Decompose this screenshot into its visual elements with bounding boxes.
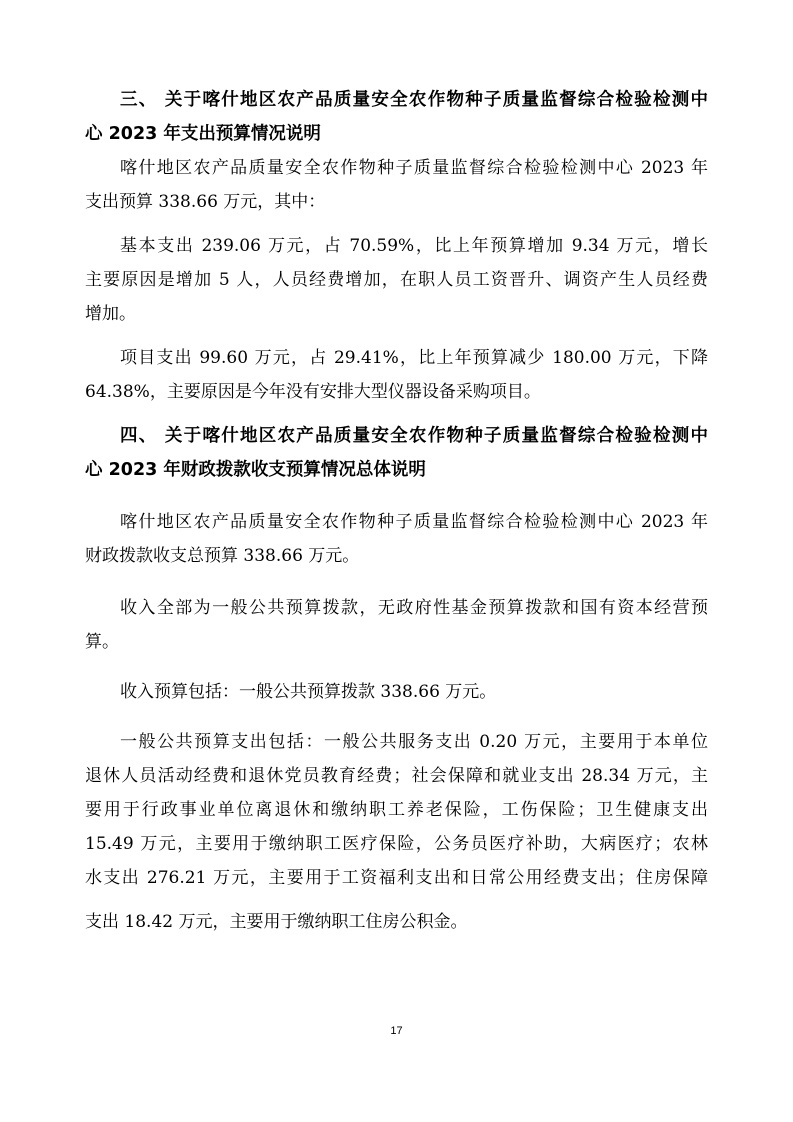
section-4-paragraph-2-line-2: 算。 xyxy=(85,632,119,652)
section-3-paragraph-3-line-1: 项目支出 99.60 万元，占 29.41%，比上年预算减少 180.00 万元，下降 xyxy=(120,348,708,368)
section-3-paragraph-3-line-2: 64.38%，主要原因是今年没有安排大型仪器设备采购项目。 xyxy=(85,382,541,402)
section-4-paragraph-1-line-2: 财政拨款收支总预算 338.66 万元。 xyxy=(85,546,360,566)
section-4-paragraph-4-line-4: 15.49 万元，主要用于缴纳职工医疗保险，公务员医疗补助，大病医疗；农林 xyxy=(85,834,708,854)
section-3-paragraph-1-line-2: 支出预算 338.66 万元，其中： xyxy=(85,192,326,212)
section-4-paragraph-1-line-1: 喀什地区农产品质量安全农作物种子质量监督综合检验检测中心 2023 年 xyxy=(120,512,708,532)
section-4-paragraph-2-line-1: 收入全部为一般公共预算拨款，无政府性基金预算拨款和国有资本经营预 xyxy=(120,598,708,618)
section-3-paragraph-2-line-3: 增加。 xyxy=(85,304,136,324)
section-4-heading-line-2: 心 2023 年财政拨款收支预算情况总体说明 xyxy=(85,460,426,480)
section-4-paragraph-4-line-5: 水支出 276.21 万元，主要用于工资福利支出和日常公用经费支出；住房保障 xyxy=(85,868,708,888)
section-4-heading-line-1: 四、 关于喀什地区农产品质量安全农作物种子质量监督综合检验检测中 xyxy=(120,426,708,446)
page-number: 17 xyxy=(390,1025,403,1037)
section-4-paragraph-4-line-6: 支出 18.42 万元，主要用于缴纳职工住房公积金。 xyxy=(85,912,468,932)
section-3-paragraph-2-line-2: 主要原因是增加 5 人，人员经费增加，在职人员工资晋升、调资产生人员经费 xyxy=(85,270,708,290)
section-4-paragraph-3-line-1: 收入预算包括：一般公共预算拨款 338.66 万元。 xyxy=(120,682,497,702)
section-4-paragraph-4-line-1: 一般公共预算支出包括：一般公共服务支出 0.20 万元，主要用于本单位 xyxy=(120,732,708,752)
section-3-paragraph-2-line-1: 基本支出 239.06 万元，占 70.59%，比上年预算增加 9.34 万元，增长 xyxy=(120,236,708,256)
section-3-heading-line-1: 三、 关于喀什地区农产品质量安全农作物种子质量监督综合检验检测中 xyxy=(120,90,708,110)
section-4-paragraph-4-line-3: 要用于行政事业单位离退休和缴纳职工养老保险，工伤保险；卫生健康支出 xyxy=(85,800,708,820)
section-4-paragraph-4-line-2: 退休人员活动经费和退休党员教育经费；社会保障和就业支出 28.34 万元，主 xyxy=(85,766,708,786)
section-3-paragraph-1-line-1: 喀什地区农产品质量安全农作物种子质量监督综合检验检测中心 2023 年 xyxy=(120,158,708,178)
section-3-heading-line-2: 心 2023 年支出预算情况说明 xyxy=(85,124,321,144)
